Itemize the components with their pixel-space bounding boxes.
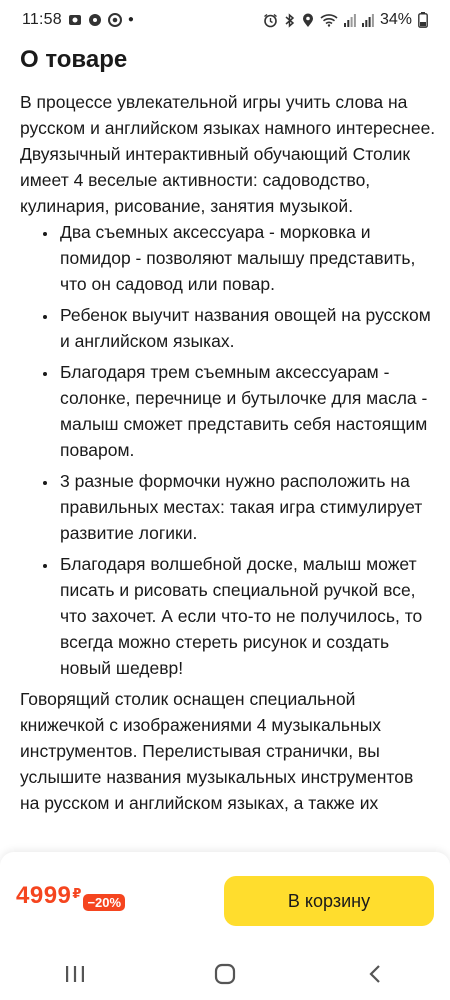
product-description <box>20 40 436 850</box>
list-item: • Два съемных аксессуара - морковка и помидор - позволяют малышу представить, что он садовод или повар. <box>58 219 436 297</box>
discount-badge: −20% <box>83 894 125 911</box>
price-currency: ₽ <box>72 886 82 901</box>
status-bar <box>0 0 450 40</box>
wifi-icon <box>320 13 338 27</box>
list-item: • Благодаря волшебной доске, малыш может писать и рисовать специальной ручкой все, что захочет. А если что-то не получилось, то всегда можно стереть рисунок и создать новый шедевр! <box>58 551 436 681</box>
signal-icon-1 <box>344 13 356 27</box>
app-notification-icon <box>88 13 102 27</box>
list-item: • 3 разные формочки нужно расположить на правильных местах: такая игра стимулирует развитие логики. <box>58 468 436 546</box>
more-notifications-icon: ● <box>127 14 134 25</box>
bluetooth-icon <box>284 13 296 28</box>
price-block <box>16 882 125 911</box>
home-icon[interactable] <box>195 954 255 994</box>
outro-paragraph: Говорящий столик оснащен специальной книжечкой с изображениями 4 музыкальных инструментов. Перелистывая странички, вы услышите названия музыкальных инструментов на русском и английском языках, а также их <box>20 689 414 813</box>
add-to-cart-button[interactable]: В корзину <box>224 876 434 926</box>
photo-notification-icon <box>68 13 82 27</box>
location-icon <box>302 13 314 28</box>
system-navigation-bar <box>0 948 450 1000</box>
list-item: • Благодаря трем съемным аксессуарам - солонке, перечнице и бутылочке для масла - малыш сможет представить себя настоящим поваром. <box>58 359 436 463</box>
chrome-notification-icon <box>108 13 122 27</box>
section-title: О товаре <box>20 46 128 73</box>
list-item: • Ребенок выучит названия овощей на русском и английском языках. <box>58 302 436 354</box>
battery-percent: 34% <box>379 11 412 28</box>
feature-list <box>20 219 436 681</box>
purchase-bar <box>0 852 450 948</box>
price-value: 4999 <box>16 882 72 909</box>
back-icon[interactable] <box>345 954 405 994</box>
alarm-icon <box>263 13 278 28</box>
battery-icon <box>418 12 428 28</box>
signal-icon-2 <box>362 13 374 27</box>
intro-paragraph: В процессе увлекательной игры учить слова на русском и английском языках намного интереснее. Двуязычный интерактивный обучающий Столик имеет 4 веселые активности: садоводство, кулинария, рисование, занятия музыкой. <box>20 92 436 216</box>
recent-apps-icon[interactable] <box>45 954 105 994</box>
status-time: 11:58 <box>22 11 62 28</box>
